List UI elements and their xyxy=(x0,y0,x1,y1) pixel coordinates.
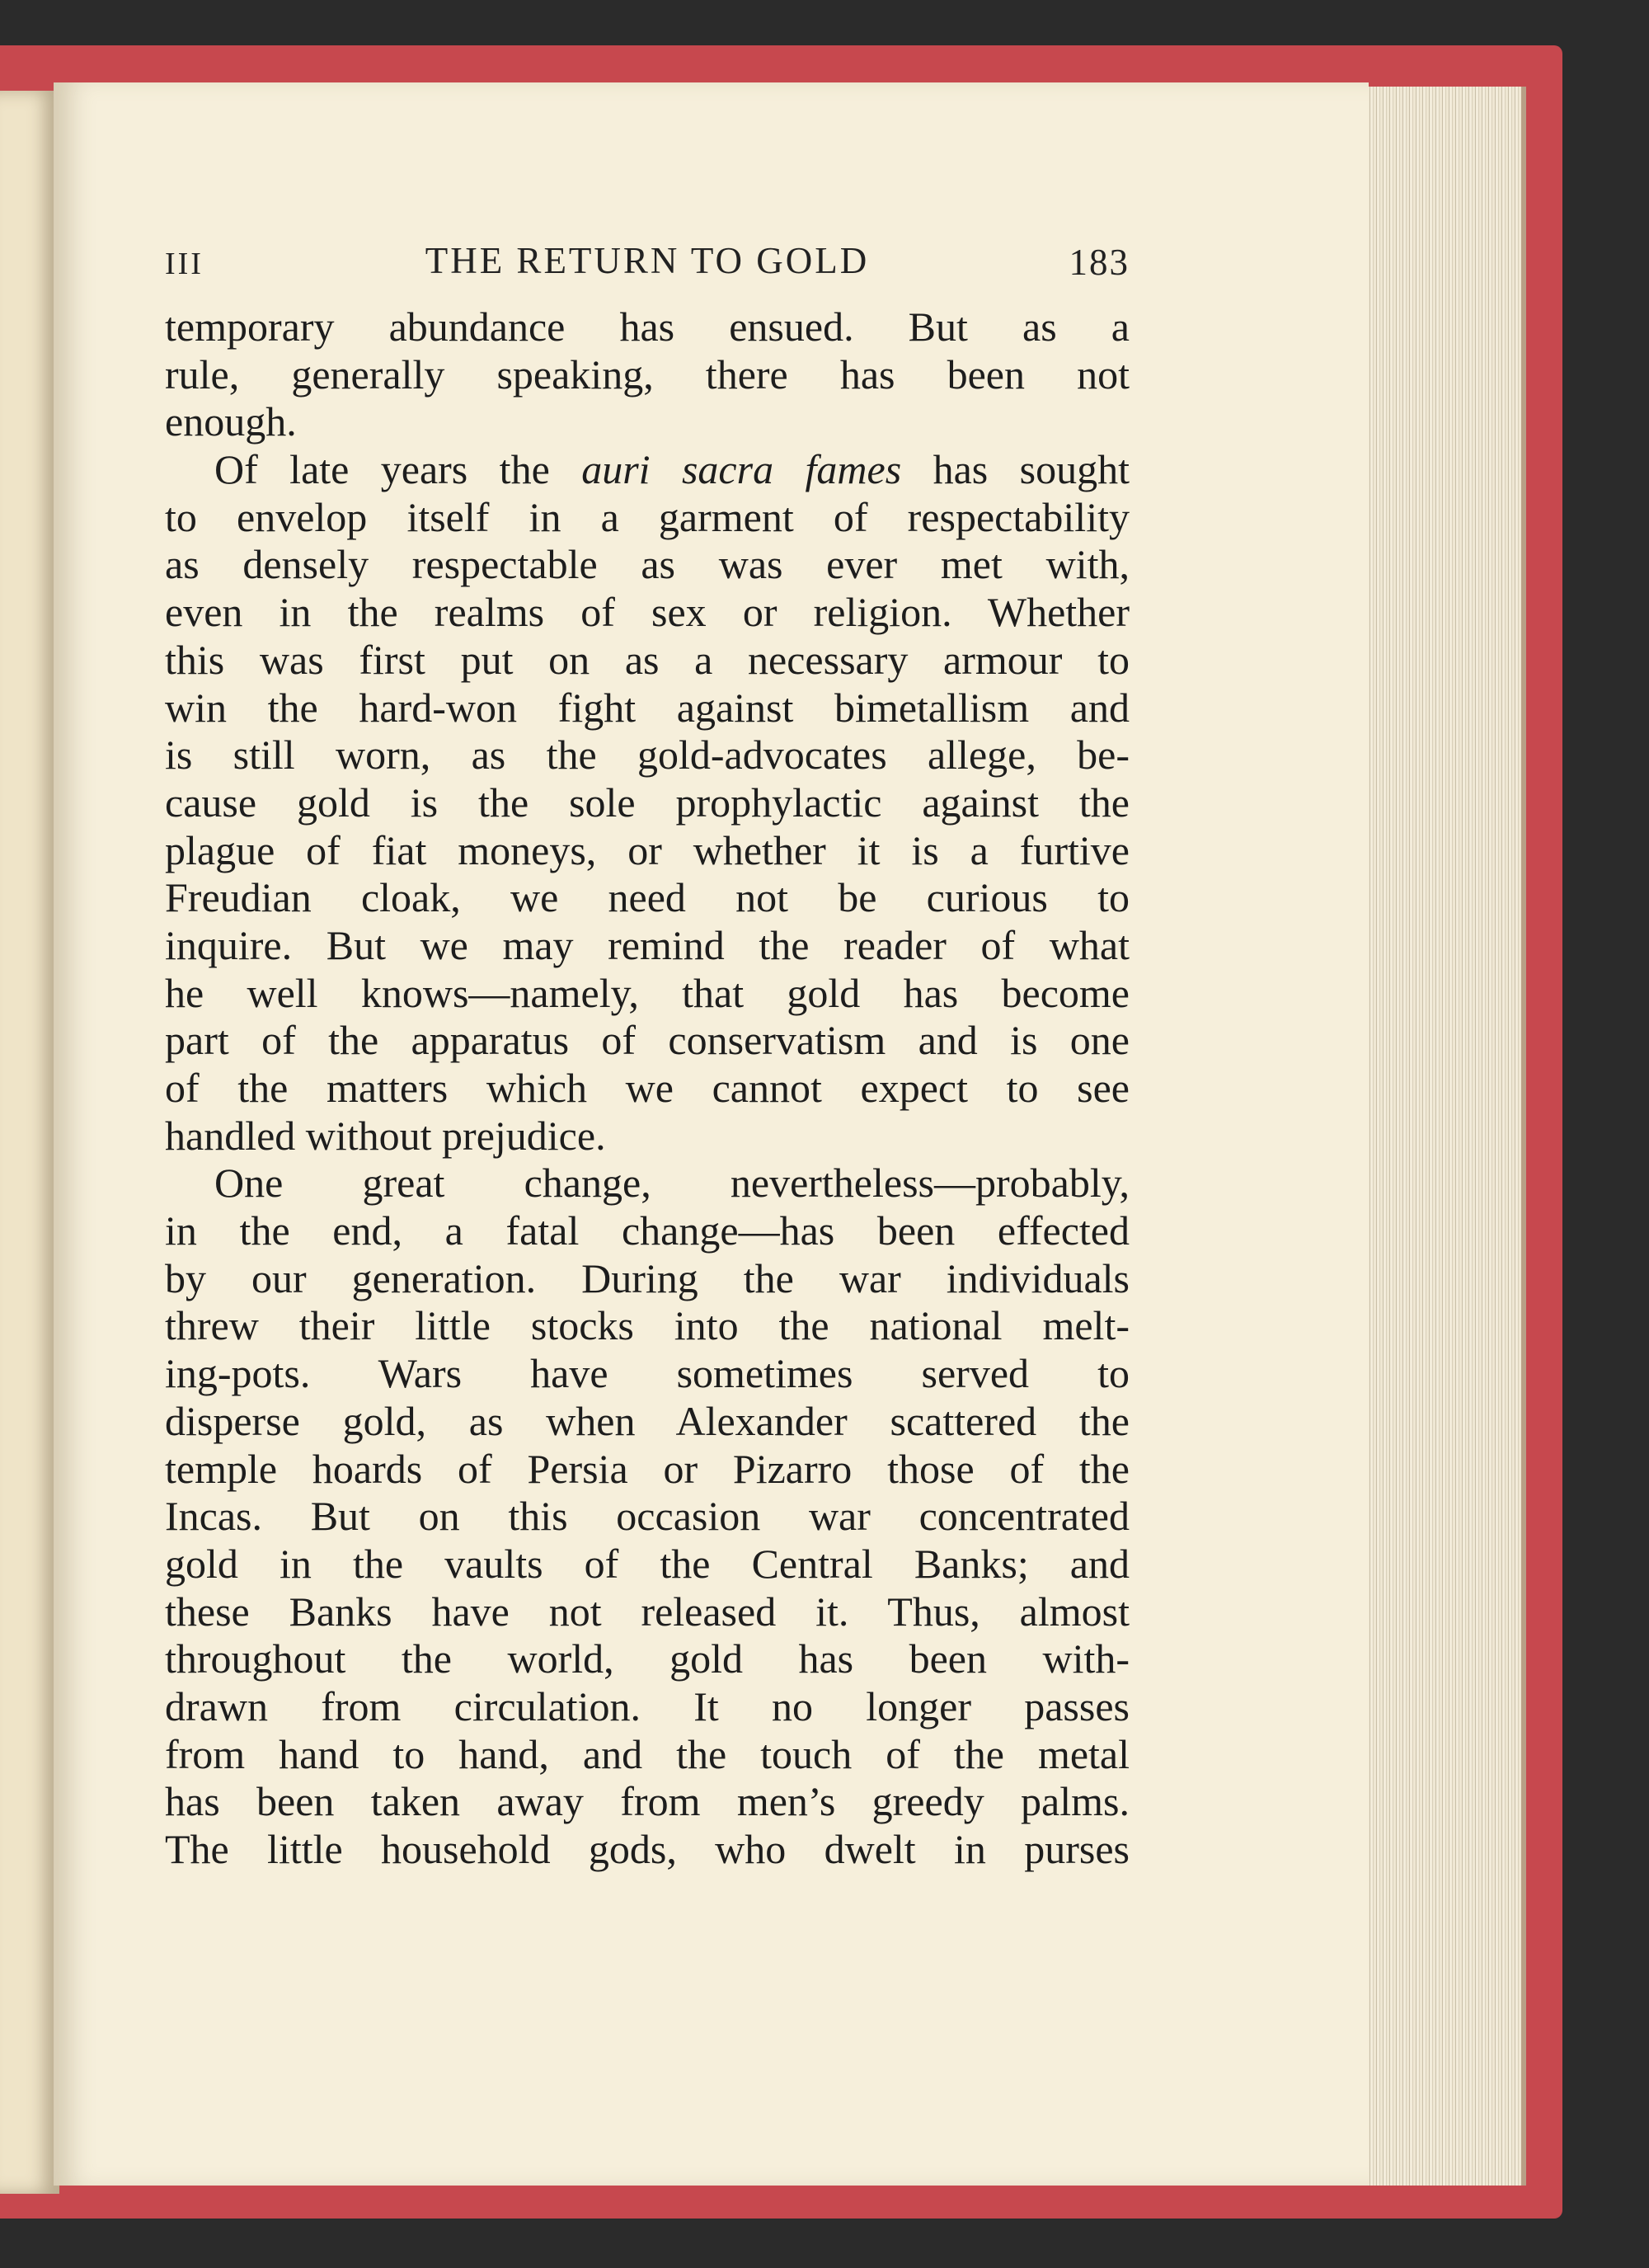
text-line: One great change, nevertheless—probably, xyxy=(214,1160,1130,1207)
text-line: throughout the world, gold has been with- xyxy=(165,1635,1130,1682)
text-line: rule, generally speaking, there has been not xyxy=(165,351,1130,398)
text-line: even in the realms of sex or religion. Whether xyxy=(165,589,1130,636)
text-line: threw their little stocks into the national melt- xyxy=(165,1302,1130,1349)
text-line: cause gold is the sole prophylactic against the xyxy=(165,779,1130,826)
text-line: he well knows—namely, that gold has become xyxy=(165,969,1130,1016)
text-line: from hand to hand, and the touch of the metal xyxy=(165,1730,1130,1777)
text-fragment: Of late years the xyxy=(214,446,550,493)
text-line: has been taken away from men’s greedy palms. xyxy=(165,1778,1130,1825)
text-line: disperse gold, as when Alexander scattered the xyxy=(165,1397,1130,1444)
text-line: Incas. But on this occasion war concentrated xyxy=(165,1493,1130,1540)
left-facing-page xyxy=(0,91,59,2194)
text-line: drawn from circulation. It no longer passes xyxy=(165,1682,1130,1729)
page-number: 183 xyxy=(1069,242,1130,283)
text-line: handled without prejudice. xyxy=(165,1112,606,1159)
running-head xyxy=(165,239,1130,297)
page-edges xyxy=(1360,87,1526,2186)
text-line: of the matters which we cannot expect to see xyxy=(165,1065,1130,1111)
text-line: enough. xyxy=(165,398,297,445)
text-line: plague of fiat moneys, or whether it is a furtive xyxy=(165,826,1130,873)
text-line: gold in the vaults of the Central Banks; and xyxy=(165,1540,1130,1587)
text-line: temple hoards of Persia or Pizarro those of the xyxy=(165,1445,1130,1492)
text-line: is still worn, as the gold-advocates allege, be- xyxy=(165,732,1130,779)
text-line xyxy=(165,446,1130,494)
body-text xyxy=(165,303,1130,1874)
text-line: Freudian cloak, we need not be curious to xyxy=(165,874,1130,921)
page xyxy=(54,82,1369,2186)
text-line: win the hard-won fight against bimetallism and xyxy=(165,684,1130,731)
text-line: these Banks have not released it. Thus, almost xyxy=(165,1588,1130,1635)
text-line: The little household gods, who dwelt in purses xyxy=(165,1826,1130,1872)
text-line: part of the apparatus of conservatism and is one xyxy=(165,1017,1130,1064)
text-fragment: has sought xyxy=(933,446,1130,493)
running-title: THE RETURN TO GOLD xyxy=(425,240,870,281)
italic-phrase: auri sacra fames xyxy=(581,446,902,493)
text-line: in the end, a fatal change—has been effected xyxy=(165,1207,1130,1254)
text-line: by our generation. During the war individuals xyxy=(165,1254,1130,1301)
text-line: ing-pots. Wars have sometimes served to xyxy=(165,1350,1130,1397)
text-line: this was first put on as a necessary armour to xyxy=(165,636,1130,683)
text-line: inquire. But we may remind the reader of what xyxy=(165,921,1130,968)
text-line: temporary abundance has ensued. But as a xyxy=(165,303,1130,350)
text-line: as densely respectable as was ever met with, xyxy=(165,541,1130,588)
chapter-number: III xyxy=(165,247,204,281)
text-line: to envelop itself in a garment of respectability xyxy=(165,493,1130,540)
